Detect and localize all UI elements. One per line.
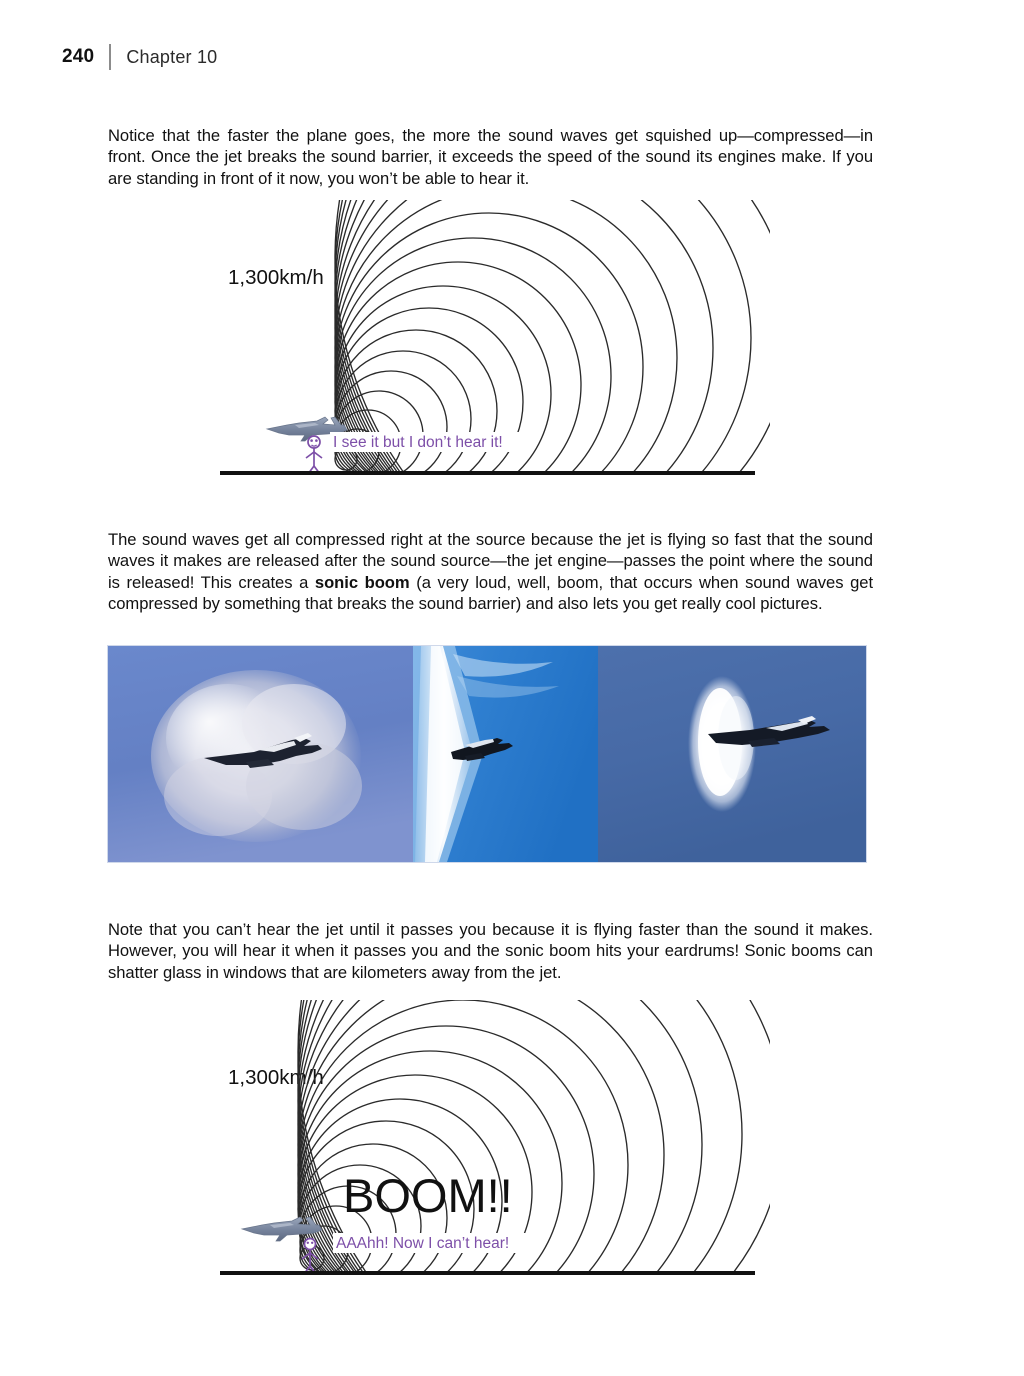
figure2-speed-label: 1,300km/h — [228, 1066, 324, 1089]
figure1-speed-label: 1,300km/h — [228, 266, 324, 289]
photo-vapor-cone — [598, 646, 866, 862]
paragraph-intro-text: Notice that the faster the plane goes, the more the sound waves get squished up—compressed—in front. Once the jet breaks the sound barrier, it exceeds the speed of the sound its engines make. If you are standing in front of it now, you won’t be able to hear it. — [108, 125, 873, 188]
paragraph-intro — [108, 125, 873, 190]
running-head — [62, 42, 217, 72]
paragraph-sonic-boom — [108, 529, 873, 615]
photo-vapor-cloud — [108, 646, 413, 862]
photo-vapor-trail — [413, 646, 598, 862]
sonic-boom-term: sonic boom — [314, 572, 410, 592]
figure-sonic-boom-after — [0, 1000, 1024, 1290]
ground-line — [220, 1271, 755, 1275]
observer-stick-figure — [306, 436, 322, 474]
boom-label: BOOM!! — [343, 1169, 513, 1222]
paragraph-after-pass — [108, 919, 873, 984]
header-divider — [109, 44, 111, 70]
photo-strip — [107, 645, 867, 863]
chapter-label: Chapter 10 — [126, 46, 218, 67]
paragraph-sonic-boom-text-b: (a very loud, well, boom, that occurs when sound waves get compressed by something that breaks the sound barrier) and also lets you get really cool pictures. — [108, 572, 874, 614]
figure1-observer-caption: I see it but I don’t hear it! — [333, 434, 503, 451]
ground-line — [220, 471, 755, 475]
figure2-observer-caption: AAAhh! Now I can’t hear! — [336, 1235, 510, 1252]
figure-supersonic-before — [0, 200, 1024, 490]
paragraph-sonic-boom-text-a: The sound waves get all compressed right at the source because the jet is flying so fast that the sound waves it makes are released after the sound source—the jet engine—passes the point where the sound is released! This creates a — [108, 529, 873, 592]
paragraph-after-pass-text: Note that you can’t hear the jet until it passes you because it is flying faster than the sound it makes. However, you will hear it when it passes you and the sonic boom hits your eardrums! Sonic booms can shatter glass in windows that are kilometers away from the jet. — [108, 919, 873, 982]
page-number: 240 — [62, 46, 95, 67]
